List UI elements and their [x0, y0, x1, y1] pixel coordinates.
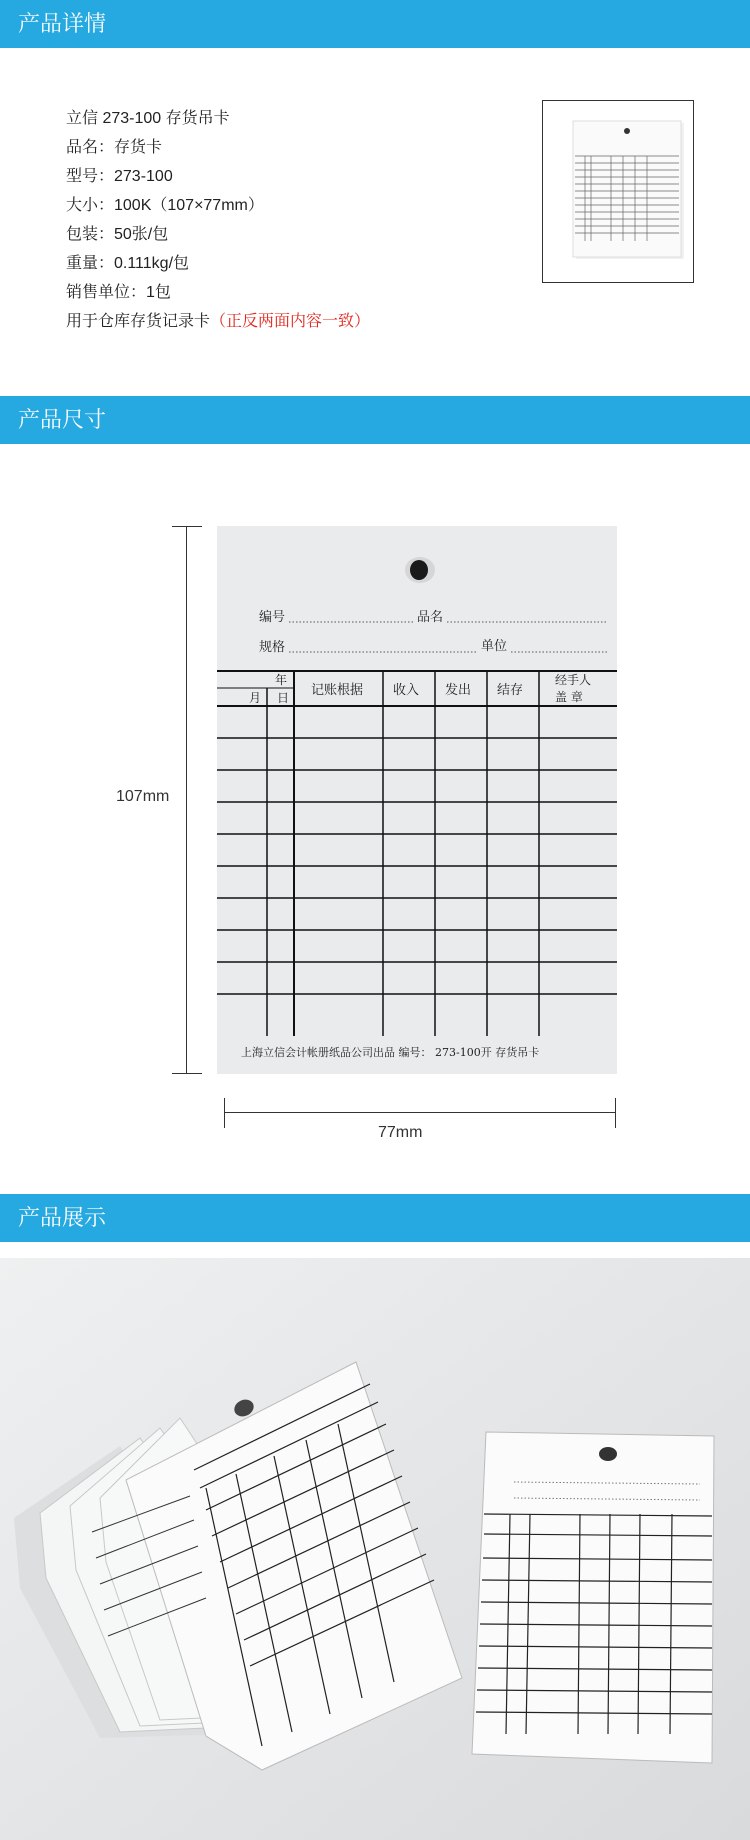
inventory-card-diagram: [217, 526, 617, 1074]
detail-line: 重量：0.111kg/包: [66, 255, 190, 272]
card-name-label: 品名: [417, 610, 444, 625]
col-issue: 发出: [445, 683, 472, 698]
width-label: 77mm: [378, 1124, 423, 1141]
detail-line: [66, 307, 370, 336]
section-title: 产品详情: [18, 11, 107, 36]
dimension-tick: [615, 1098, 616, 1128]
col-voucher: 记账根据: [311, 683, 364, 698]
thumbnail-card-image: [543, 101, 693, 282]
section-header-details: [0, 0, 750, 48]
dimension-tick: [172, 526, 202, 527]
card-spec-label: 规格: [259, 640, 286, 655]
single-card: [472, 1432, 714, 1763]
col-month: 月: [249, 691, 262, 705]
dimension-tick: [172, 1073, 202, 1074]
dimension-tick: [224, 1098, 225, 1128]
height-label: 107mm: [116, 788, 170, 805]
hang-hole-icon: [410, 560, 428, 580]
detail-line: 包装：50张/包: [66, 226, 169, 243]
card-unit-label: 单位: [481, 639, 508, 654]
section-title: 产品展示: [18, 1205, 107, 1230]
col-income: 收入: [393, 683, 420, 698]
col-day: 日: [277, 691, 290, 705]
detail-line: 立信 273-100 存货吊卡: [66, 110, 230, 127]
product-thumbnail: [542, 100, 694, 283]
col-seal: 盖 章: [555, 690, 583, 704]
col-handler: 经手人: [555, 673, 592, 687]
card-footer: 上海立信会计帐册纸品公司出品 编号： 273-100开 存货吊卡: [241, 1046, 540, 1059]
usage-highlight: （正反两面内容一致）: [210, 313, 371, 330]
width-dimension-line: [224, 1112, 616, 1113]
col-year: 年: [275, 673, 288, 687]
section-header-display: [0, 1194, 750, 1242]
section-header-size: [0, 396, 750, 444]
product-photo: [0, 1258, 750, 1840]
section-title: 产品尺寸: [18, 407, 107, 432]
card-number-label: 编号: [259, 610, 286, 625]
detail-line: 品名：存货卡: [66, 139, 163, 156]
usage-text: 用于仓库存货记录卡: [66, 313, 211, 330]
col-balance: 结存: [497, 683, 524, 698]
detail-line: 销售单位：1包: [66, 284, 171, 301]
height-dimension-line: [186, 526, 187, 1074]
detail-line: 大小：100K（107×77mm）: [66, 197, 264, 214]
product-details: [66, 104, 370, 336]
detail-line: 型号：273-100: [66, 168, 173, 185]
